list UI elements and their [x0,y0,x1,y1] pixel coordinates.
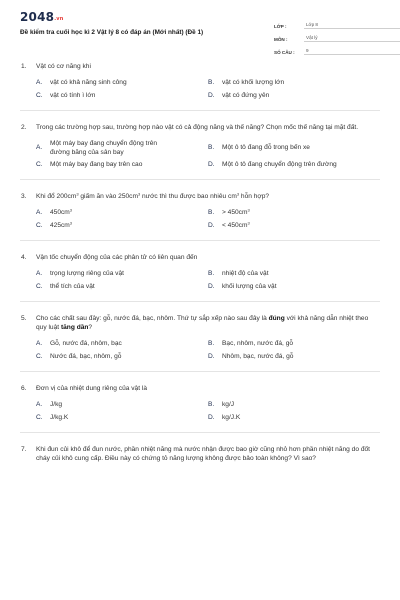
answer-option-d[interactable] [208,92,380,101]
answer-option-b[interactable] [208,79,380,88]
option-text: vật có đứng yên [222,92,270,100]
question-divider [20,432,380,433]
meta-row-question-count [274,42,400,55]
answer-option-c[interactable] [36,92,208,101]
option-text: thể tích của vật [50,283,95,291]
option-letter: D. [208,414,215,422]
option-text: < $450cm^3$ [222,220,250,230]
option-text: Một máy bay đang bay trên cao [50,161,143,169]
option-text: khối lượng của vật [222,283,277,291]
meta-key: LỚP : [274,24,287,29]
answer-options [20,209,380,231]
answer-option-c[interactable] [36,283,208,292]
option-letter: B. [208,209,215,217]
option-letter: C. [36,353,43,361]
answer-option-a[interactable] [36,401,208,410]
answer-option-b[interactable] [208,401,380,410]
question-7 [20,445,380,463]
option-letter: D. [208,353,215,361]
answer-options [20,140,380,170]
answer-option-d[interactable] [208,414,380,423]
question-number: 4. [21,254,27,261]
option-text: nhiệt độ của vật [222,270,269,278]
option-letter: A. [36,401,43,409]
question-text: Khi đổ $200cm^3$ giấm ăn vào $250cm^3$ nước thì thu được bao nhiêu $cm^3$ hỗn hợp? [36,191,270,200]
question-text: Đơn vị của nhiệt dung riêng của vật là [36,385,147,392]
question-text: Khi đun củi khô để đun nước, phần nhiệt năng mà nước nhận được bao giờ cũng nhỏ hơn phần nhiệt năng do đốt cháy củi khô cung cấp. Điều này có chứng tỏ năng lượng không được bảo toàn không? Vì sao? [36,446,371,462]
question-2 [20,123,380,180]
meta-row-class [274,16,400,29]
question-divider [20,179,380,180]
option-text: vật có tính ì lớn [50,92,96,100]
question-number: 1. [21,63,27,70]
option-text: Nước đá, bạc, nhôm, gỗ [50,353,122,361]
question-number: 3. [21,193,27,200]
option-text: J/kg.K [50,414,69,422]
option-text: $425cm^3$ [50,220,73,230]
option-letter: A. [36,209,43,217]
answer-option-c[interactable] [36,414,208,423]
option-letter: B. [208,340,215,348]
option-letter: A. [36,340,43,348]
logo-extension: .vn [54,16,64,22]
answer-option-d[interactable] [208,161,380,170]
option-letter: C. [36,161,43,169]
question-number: 5. [21,315,27,322]
option-letter: D. [208,161,215,169]
question-5 [20,314,380,372]
option-text: J/kg [50,401,63,409]
answer-option-a[interactable] [36,340,208,349]
option-text: kg/J.K [222,414,241,422]
answer-option-c[interactable] [36,222,208,231]
option-text: Gỗ, nước đá, nhôm, bạc [50,340,122,348]
option-letter: D. [208,92,215,100]
meta-key: MÔN : [274,37,288,42]
option-text: Một máy bay đang chuyển động trên đường băng của sân bay [50,140,158,156]
option-letter: D. [208,222,215,230]
answer-option-b[interactable] [208,340,380,349]
option-letter: C. [36,92,43,100]
option-text: Bạc, nhôm, nước đá, gỗ [222,340,294,348]
option-letter: B. [208,144,215,152]
question-divider [20,110,380,111]
option-letter: C. [36,222,43,230]
exam-title: Đề kiểm tra cuối học kì 2 Vật lý 8 có đáp án (Mới nhất) (Đề 1) [20,29,204,36]
answer-option-d[interactable] [208,353,380,362]
option-text: vật có khối lượng lớn [222,79,285,87]
option-letter: B. [208,270,215,278]
question-divider [20,301,380,302]
answer-option-d[interactable] [208,283,380,292]
answer-options [20,270,380,292]
question-text: Cho các chất sau đây: gỗ, nước đá, bạc, nhôm. Thứ tự sắp xếp nào sau đây là đúng với khả năng dẫn nhiệt theo quy luật tăng dần? [36,315,369,331]
meta-value: Lớp 8 [304,22,400,29]
answer-option-a[interactable] [36,79,208,88]
option-letter: A. [36,144,43,152]
answer-option-b[interactable] [208,140,380,157]
answer-options [20,340,380,362]
option-letter: C. [36,414,43,422]
option-text: vật có khả năng sinh công [50,79,127,87]
exam-meta [274,16,400,55]
meta-row-subject [274,29,400,42]
logo-text: 2048 [20,10,55,24]
question-divider [20,371,380,372]
question-text: Vật có cơ năng khi [36,63,91,70]
page-header [20,0,380,62]
question-number: 7. [21,446,27,453]
question-number: 6. [21,385,27,392]
question-4 [20,253,380,302]
answer-option-a[interactable] [36,140,208,157]
option-text: trọng lượng riêng của vật [50,270,124,278]
answer-option-b[interactable] [208,209,380,218]
option-text: kg/J [222,401,235,409]
answer-option-b[interactable] [208,270,380,279]
option-letter: C. [36,283,43,291]
meta-value: 9 [304,48,400,55]
answer-option-c[interactable] [36,161,208,170]
option-text: $450cm^3$ [50,207,73,217]
answer-option-a[interactable] [36,270,208,279]
option-letter: B. [208,401,215,409]
option-letter: A. [36,270,43,278]
answer-options [20,401,380,423]
option-letter: D. [208,283,215,291]
option-text: Nhôm, bạc, nước đá, gỗ [222,353,294,361]
question-divider [20,240,380,241]
answer-options [20,79,380,101]
meta-key: SỐ CÂU : [274,50,295,55]
option-letter: B. [208,79,215,87]
option-letter: A. [36,79,43,87]
question-6 [20,384,380,433]
option-text: > $450cm^3$ [222,207,250,217]
question-number: 2. [21,124,27,131]
option-text: Một ô tô đang chuyển động trên đường [222,161,337,169]
question-text: Vận tốc chuyển động của các phân tử có liên quan đến [36,254,198,261]
answer-option-c[interactable] [36,353,208,362]
question-1 [20,62,380,111]
question-3 [20,192,380,241]
option-text: Một ô tô đang đỗ trong bến xe [222,144,310,152]
meta-value: Vật lý [304,35,400,42]
answer-option-d[interactable] [208,222,380,231]
question-text: Trong các trường hợp sau, trường hợp nào vật có cả động năng và thế năng? Chọn mốc thế năng tại mặt đất. [36,124,359,131]
answer-option-a[interactable] [36,209,208,218]
question-list [20,62,380,463]
